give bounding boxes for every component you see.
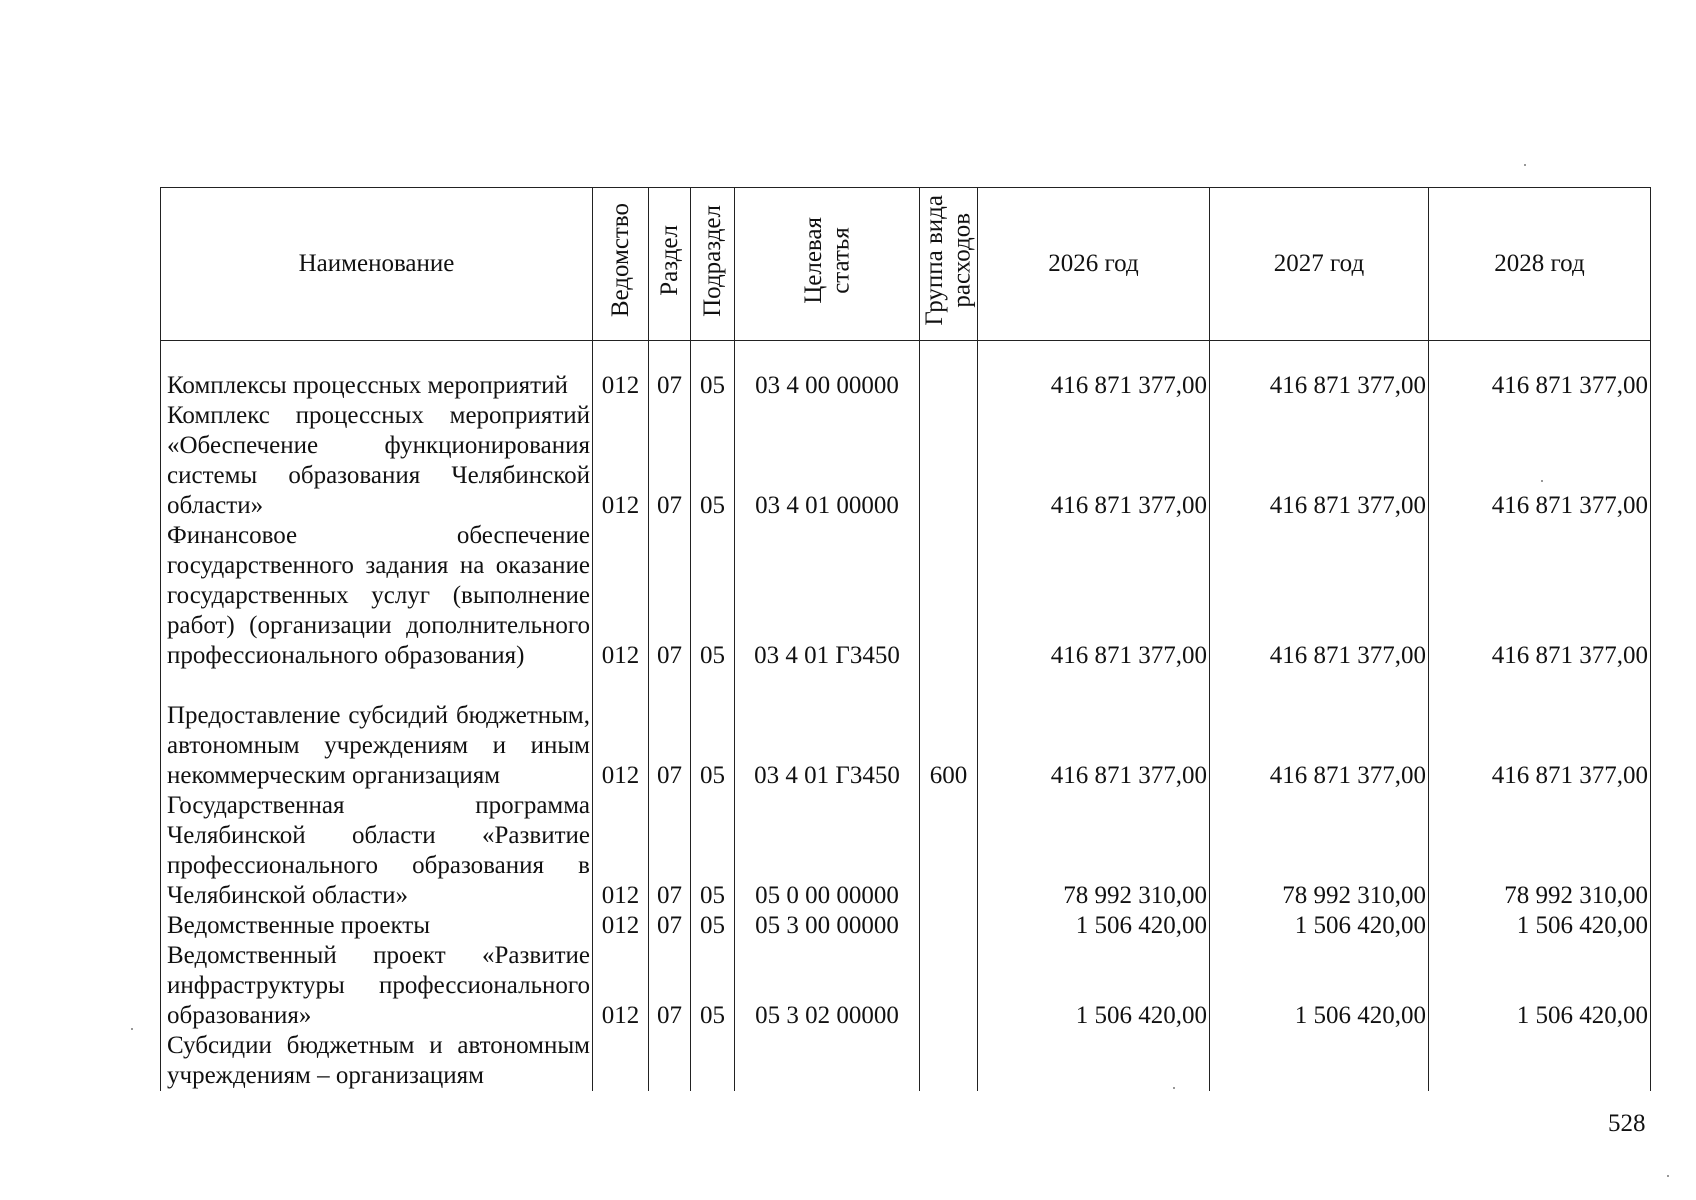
cell-section	[649, 1031, 691, 1091]
cell-subsection: 05	[691, 941, 735, 1031]
cell-2027: 416 871 377,00	[1210, 341, 1429, 401]
cell-subsection: 05	[691, 791, 735, 911]
cell-dept: 012	[593, 401, 649, 521]
cell-target: 05 3 02 00000	[735, 941, 920, 1031]
cell-name: Ведомственные проекты	[161, 911, 593, 941]
cell-2028: 1 506 420,00	[1429, 911, 1651, 941]
cell-2027: 1 506 420,00	[1210, 941, 1429, 1031]
table-body	[161, 341, 1651, 1091]
cell-section: 07	[649, 911, 691, 941]
cell-name: Предоставление субсидий бюджетным, автономным учреждениям и иным некоммерческим организациям	[161, 671, 593, 791]
cell-name: Ведомственный проект «Развитие инфраструктуры профессионального образования»	[161, 941, 593, 1031]
cell-name: Государственная программа Челябинской области «Развитие профессионального образования в Челябинской области»	[161, 791, 593, 911]
cell-2026: 1 506 420,00	[978, 911, 1210, 941]
header-section	[649, 188, 691, 341]
cell-group: 600	[920, 671, 978, 791]
header-target	[735, 188, 920, 341]
cell-section: 07	[649, 341, 691, 401]
header-target-line1: Целевая	[799, 217, 827, 304]
cell-dept: 012	[593, 341, 649, 401]
scan-speck	[1541, 480, 1543, 482]
cell-2028: 416 871 377,00	[1429, 521, 1651, 671]
cell-name: Комплексы процессных мероприятий	[161, 341, 593, 401]
cell-target	[735, 1031, 920, 1091]
cell-section: 07	[649, 521, 691, 671]
budget-table	[160, 187, 1651, 1091]
cell-group	[920, 941, 978, 1031]
cell-2027: 78 992 310,00	[1210, 791, 1429, 911]
table-row	[161, 911, 1651, 941]
cell-group	[920, 521, 978, 671]
cell-dept	[593, 1031, 649, 1091]
page-number: 528	[1608, 1110, 1646, 1137]
header-target-label	[800, 217, 855, 304]
cell-section: 07	[649, 401, 691, 521]
scan-speck	[1524, 164, 1526, 166]
cell-name: Субсидии бюджетным и автономным учреждениям – организациям	[161, 1031, 593, 1091]
cell-subsection: 05	[691, 671, 735, 791]
cell-subsection: 05	[691, 521, 735, 671]
cell-target: 03 4 01 Г3450	[735, 671, 920, 791]
cell-target: 05 3 00 00000	[735, 911, 920, 941]
cell-dept: 012	[593, 671, 649, 791]
cell-2028	[1429, 1031, 1651, 1091]
cell-dept: 012	[593, 791, 649, 911]
cell-group	[920, 401, 978, 521]
cell-dept: 012	[593, 941, 649, 1031]
cell-target: 03 4 00 00000	[735, 341, 920, 401]
table-row	[161, 341, 1651, 401]
table-header-row	[161, 188, 1651, 341]
cell-2026: 416 871 377,00	[978, 521, 1210, 671]
header-2027: 2027 год	[1210, 188, 1429, 341]
cell-2028: 78 992 310,00	[1429, 791, 1651, 911]
cell-dept: 012	[593, 521, 649, 671]
cell-target: 03 4 01 00000	[735, 401, 920, 521]
table-row	[161, 941, 1651, 1031]
cell-subsection: 05	[691, 911, 735, 941]
cell-subsection	[691, 1031, 735, 1091]
scan-speck	[1667, 1175, 1669, 1177]
cell-name: Финансовое обеспечение государственного задания на оказание государственных услуг (выполнение работ) (организации дополнительного профессионального образования)	[161, 521, 593, 671]
header-2026: 2026 год	[978, 188, 1210, 341]
cell-target: 03 4 01 Г3450	[735, 521, 920, 671]
cell-2028: 1 506 420,00	[1429, 941, 1651, 1031]
cell-name: Комплекс процессных мероприятий «Обеспечение функционирования системы образования Челябинской области»	[161, 401, 593, 521]
header-subsection	[691, 188, 735, 341]
cell-2027: 416 871 377,00	[1210, 401, 1429, 521]
header-group-line2: расходов	[948, 213, 976, 308]
cell-group	[920, 1031, 978, 1091]
header-subsection-label: Подраздел	[698, 204, 726, 317]
scan-speck	[1173, 1087, 1175, 1089]
cell-subsection: 05	[691, 401, 735, 521]
cell-group	[920, 791, 978, 911]
header-dept	[593, 188, 649, 341]
cell-2027: 416 871 377,00	[1210, 671, 1429, 791]
table-row	[161, 401, 1651, 521]
cell-2026	[978, 1031, 1210, 1091]
cell-section: 07	[649, 791, 691, 911]
header-dept-label: Ведомство	[606, 203, 634, 318]
cell-target: 05 0 00 00000	[735, 791, 920, 911]
cell-2026: 1 506 420,00	[978, 941, 1210, 1031]
cell-2026: 78 992 310,00	[978, 791, 1210, 911]
cell-section: 07	[649, 671, 691, 791]
header-group	[920, 188, 978, 341]
table-row	[161, 1031, 1651, 1091]
header-group-line1: Группа вида	[921, 195, 948, 326]
cell-2027: 416 871 377,00	[1210, 521, 1429, 671]
cell-2026: 416 871 377,00	[978, 341, 1210, 401]
cell-2026: 416 871 377,00	[978, 671, 1210, 791]
cell-2028: 416 871 377,00	[1429, 401, 1651, 521]
header-2028: 2028 год	[1429, 188, 1651, 341]
scan-speck	[131, 1028, 133, 1030]
table-row	[161, 791, 1651, 911]
header-group-label	[921, 195, 976, 326]
header-section-label: Раздел	[655, 225, 683, 296]
table-row	[161, 521, 1651, 671]
cell-2028: 416 871 377,00	[1429, 341, 1651, 401]
cell-2028: 416 871 377,00	[1429, 671, 1651, 791]
cell-dept: 012	[593, 911, 649, 941]
cell-section: 07	[649, 941, 691, 1031]
budget-table-page	[160, 187, 1650, 1093]
table-row	[161, 671, 1651, 791]
cell-group	[920, 341, 978, 401]
header-target-line2: статья	[827, 227, 854, 294]
cell-subsection: 05	[691, 341, 735, 401]
cell-2027	[1210, 1031, 1429, 1091]
cell-2026: 416 871 377,00	[978, 401, 1210, 521]
cell-group	[920, 911, 978, 941]
header-name: Наименование	[161, 188, 593, 341]
cell-2027: 1 506 420,00	[1210, 911, 1429, 941]
